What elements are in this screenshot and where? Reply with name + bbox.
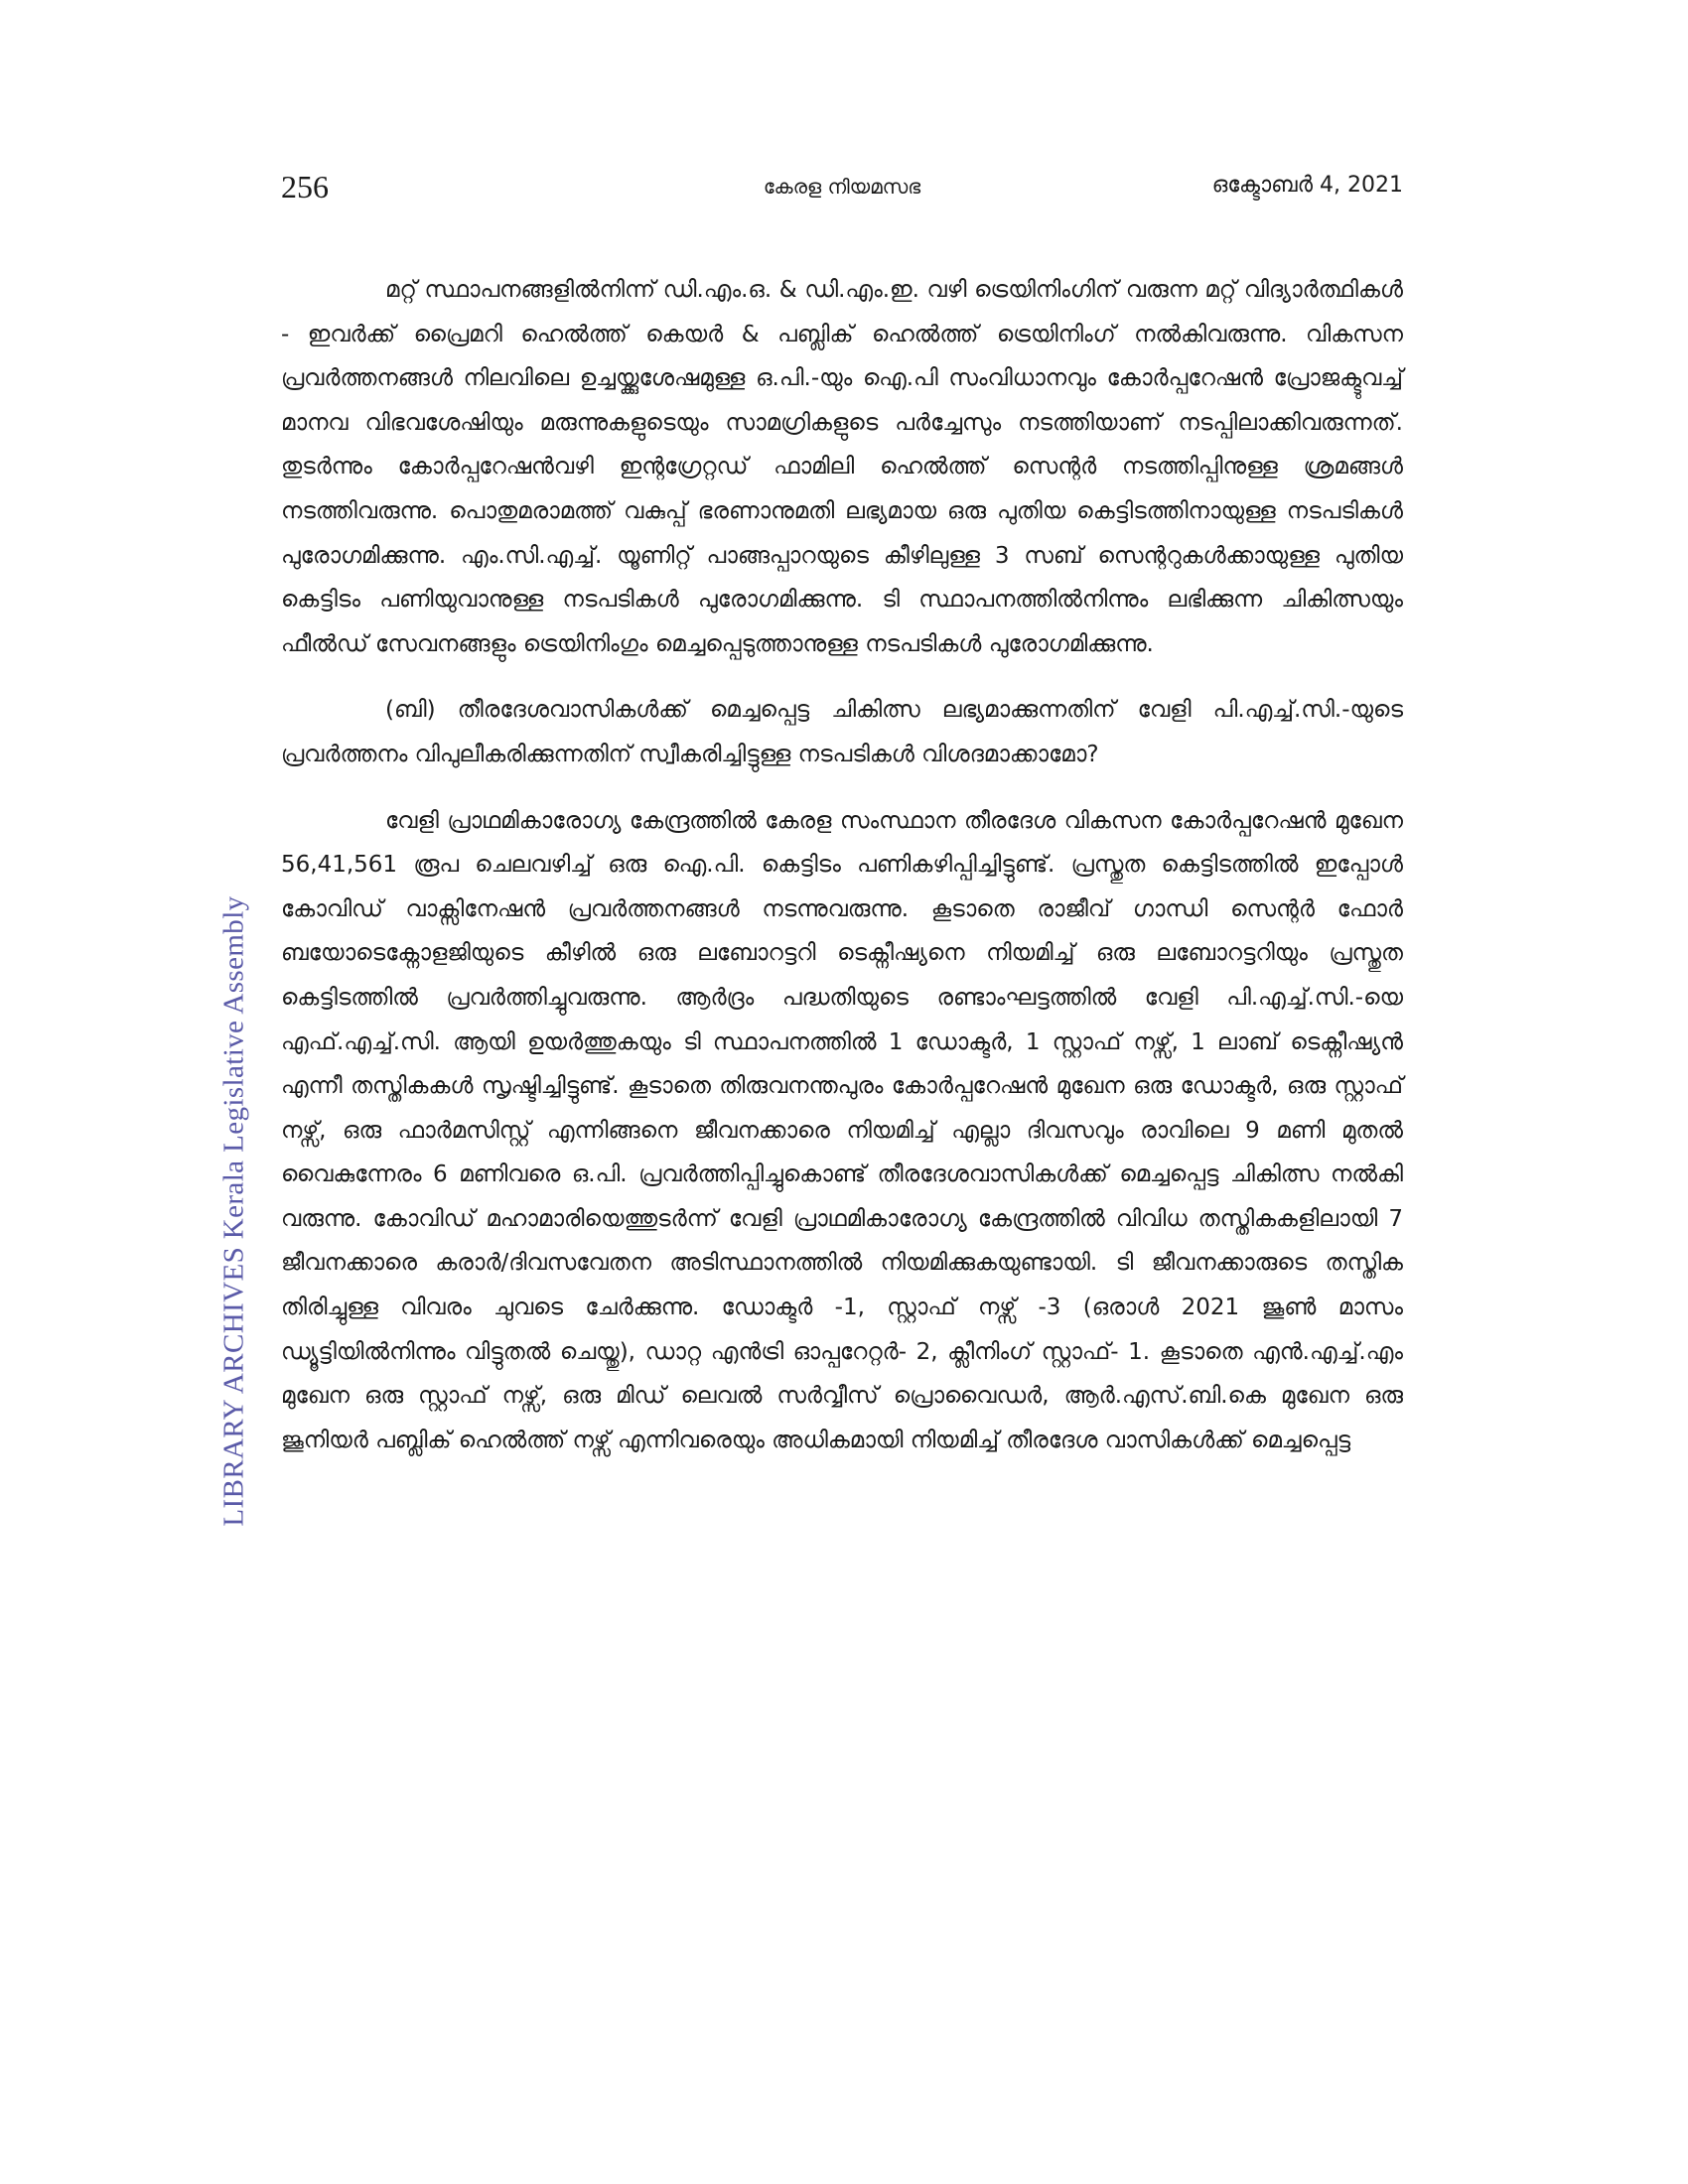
body-text (281, 268, 1403, 1462)
paragraph-answer-b: വേളി പ്രാഥമികാരോഗ്യ കേന്ദ്രത്തിൽ കേരള സംസ്ഥാന തീരദേശ വികസന കോർപ്പറേഷൻ മുഖേന 56,41,561 രൂപ ചെലവഴിച്ച് ഒരു ഐ.പി. കെട്ടിടം പണികഴിപ്പിച്ചിട്ടുണ്ട്. പ്രസ്തുത കെട്ടിടത്തിൽ ഇപ്പോൾ കോവിഡ് വാക്സിനേഷൻ പ്രവർത്തനങ്ങൾ നടന്നുവരുന്നു. കൂടാതെ രാജീവ് ഗാന്ധി സെന്റർ ഫോർ ബയോടെക്നോളജിയുടെ കീഴിൽ ഒരു ലബോറട്ടറി ടെക്നീഷ്യനെ നിയമിച്ച് ഒരു ലബോറട്ടറിയും പ്രസ്തുത കെട്ടിടത്തിൽ പ്രവർത്തിച്ചുവരുന്നു. ആർദ്രം പദ്ധതിയുടെ രണ്ടാംഘട്ടത്തിൽ വേളി പി.എച്ച്.സി.-യെ എഫ്.എച്ച്.സി. ആയി ഉയർത്തുകയും ടി സ്ഥാപനത്തിൽ 1 ഡോക്ടർ, 1 സ്റ്റാഫ് നഴ്സ്, 1 ലാബ് ടെക്നീഷ്യൻ എന്നീ തസ്തികകൾ സൃഷ്ടിച്ചിട്ടുണ്ട്. കൂടാതെ തിരുവനന്തപുരം കോർപ്പറേഷൻ മുഖേന ഒരു ഡോക്ടർ, ഒരു സ്റ്റാഫ് നഴ്സ്, ഒരു ഫാർമസിസ്റ്റ് എന്നിങ്ങനെ ജീവനക്കാരെ നിയമിച്ച് എല്ലാ ദിവസവും രാവിലെ 9 മണി മുതൽ വൈകുന്നേരം 6 മണിവരെ ഒ.പി. പ്രവർത്തിപ്പിച്ചുകൊണ്ട് തീരദേശവാസികൾക്ക് മെച്ചപ്പെട്ട ചികിത്സ നൽകി വരുന്നു. കോവിഡ് മഹാമാരിയെത്തുടർന്ന് വേളി പ്രാഥമികാരോഗ്യ കേന്ദ്രത്തിൽ വിവിധ തസ്തികകളിലായി 7 ജീവനക്കാരെ കരാർ/ദിവസവേതന അടിസ്ഥാനത്തിൽ നിയമിക്കുകയുണ്ടായി. ടി ജീവനക്കാരുടെ തസ്തിക തിരിച്ചുള്ള വിവരം ചുവടെ ചേർക്കുന്നു. ഡോക്ടർ -1, സ്റ്റാഫ് നഴ്സ് -3 (ഒരാൾ 2021 ജൂൺ മാസം ഡ്യൂട്ടിയിൽനിന്നും വിട്ടുതൽ ചെയ്തു), ഡാറ്റ എൻട്രി ഓപ്പറേറ്റർ- 2, ക്ലീനിംഗ് സ്റ്റാഫ്- 1. കൂടാതെ എൻ.എച്ച്.എം മുഖേന ഒരു സ്റ്റാഫ് നഴ്സ്, ഒരു മിഡ് ലെവൽ സർവ്വീസ് പ്രൊവൈഡർ, ആർ.എസ്.ബി.കെ മുഖേന ഒരു ജൂനിയർ പബ്ലിക് ഹെൽത്ത് നഴ്സ് എന്നിവരെയും അധികമായി നിയമിച്ച് തീരദേശ വാസികൾക്ക് മെച്ചപ്പെട്ട (281, 807, 1403, 1453)
page-number: 256 (281, 169, 329, 205)
paragraph-answer-part: മറ്റ് സ്ഥാപനങ്ങളിൽനിന്ന് ഡി.എം.ഒ. & ഡി.എം.ഇ. വഴി ട്രെയിനിംഗിന് വരുന്ന മറ്റ് വിദ്യാർത്ഥികൾ - ഇവർക്ക് പ്രൈമറി ഹെൽത്ത് കെയർ & പബ്ലിക് ഹെൽത്ത് ട്രെയിനിംഗ് നൽകിവരുന്നു. വികസന പ്രവർത്തനങ്ങൾ നിലവിലെ ഉച്ചയ്ക്കുശേഷമുള്ള ഒ.പി.-യും ഐ.പി സംവിധാനവും കോർപ്പറേഷൻ പ്രോജക്ടുവച്ച് മാനവ വിഭവശേഷിയും മരുന്നുകളുടെയും സാമഗ്രികളുടെ പർച്ചേസും നടത്തിയാണ് നടപ്പിലാക്കിവരുന്നത്. തുടർന്നും കോർപ്പറേഷൻവഴി ഇന്റഗ്രേറ്റഡ് ഫാമിലി ഹെൽത്ത് സെന്റർ നടത്തിപ്പിനുള്ള ശ്രമങ്ങൾ നടത്തിവരുന്നു. പൊതുമരാമത്ത് വകുപ്പ് ഭരണാനുമതി ലഭ്യമായ ഒരു പുതിയ കെട്ടിടത്തിനായുള്ള നടപടികൾ പുരോഗമിക്കുന്നു. എം.സി.എച്ച്. യൂണിറ്റ് പാങ്ങപ്പാറയുടെ കീഴിലുള്ള 3 സബ് സെന്ററുകൾക്കായുള്ള പുതിയ കെട്ടിടം പണിയുവാനുള്ള നടപടികൾ പുരോഗമിക്കുന്നു. ടി സ്ഥാപനത്തിൽനിന്നും ലഭിക്കുന്ന ചികിത്സയും ഫീൽഡ് സേവനങ്ങളും ട്രെയിനിംഗും മെച്ചപ്പെടുത്താനുള്ള നടപടികൾ പുരോഗമിക്കുന്നു. (281, 277, 1403, 657)
running-title: കേരള നിയമസഭ (763, 175, 921, 199)
page-header (281, 169, 1403, 212)
archive-watermark: LIBRARY ARCHIVES Kerala Legislative Assembly (217, 895, 250, 1527)
paragraph-question-b: (ബി) തീരദേശവാസികൾക്ക് മെച്ചപ്പെട്ട ചികിത്സ ലഭ്യമാക്കുന്നതിന് വേളി പി.എച്ച്.സി.-യുടെ പ്രവർത്തനം വിപുലീകരിക്കുന്നതിന് സ്വീകരിച്ചിട്ടുള്ള നടപടികൾ വിശദമാക്കാമോ? (281, 697, 1403, 767)
header-date: ഒക്ടോബർ 4, 2021 (1211, 173, 1403, 198)
